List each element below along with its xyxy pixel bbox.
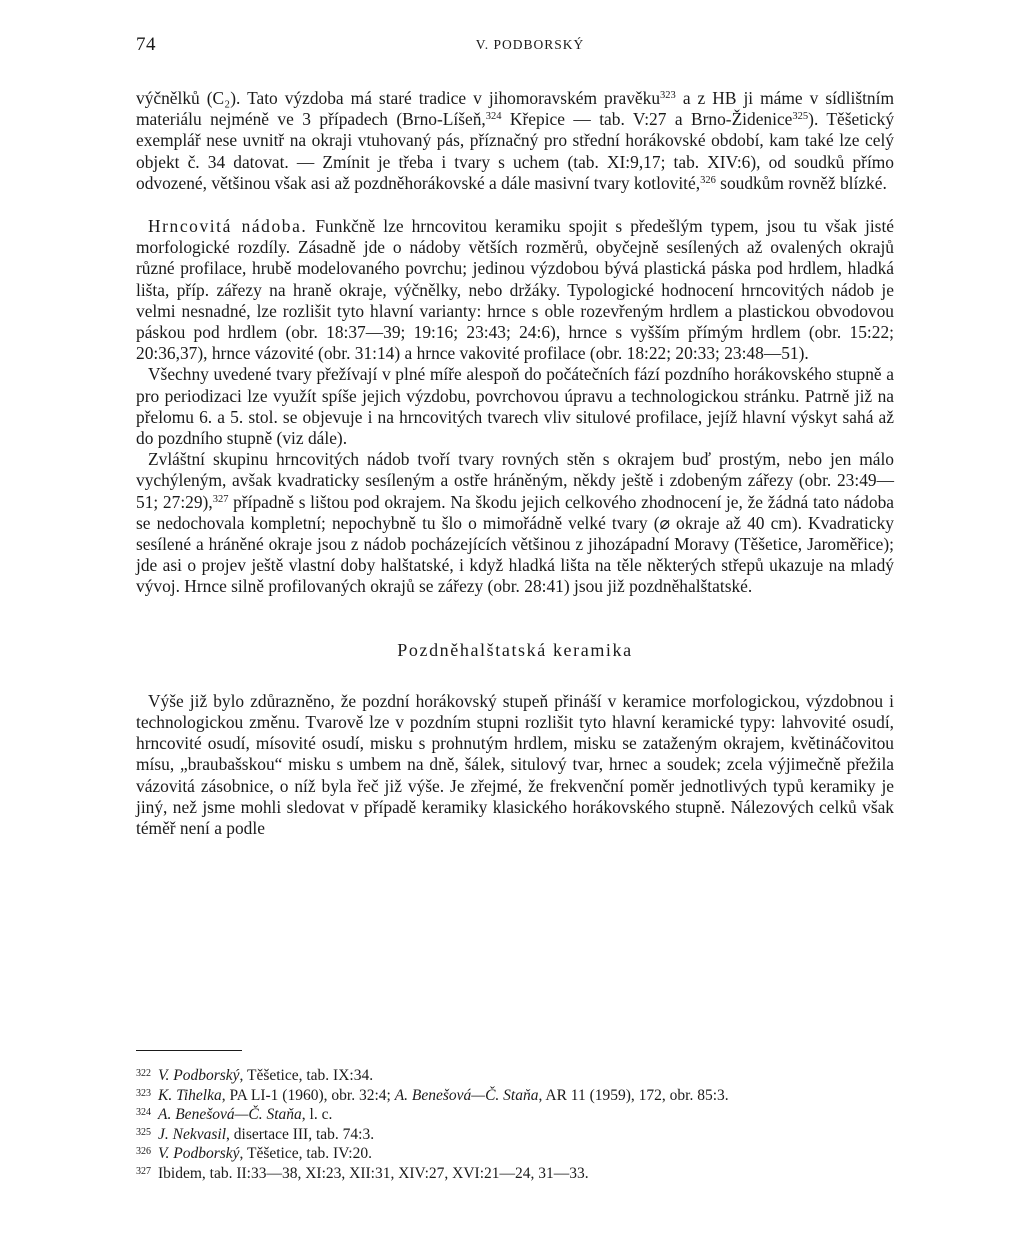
footnote-323 — [136, 1085, 894, 1105]
paragraph-3 — [136, 364, 894, 449]
footnote-ref: 323 — [660, 90, 676, 101]
footnote-text: Ibidem, tab. II:33—38, XI:23, XII:31, XIV:27, XVI:21—24, 31—33. — [158, 1164, 589, 1182]
footnote-number: 323 — [136, 1087, 151, 1099]
page — [136, 0, 894, 1235]
footnote-text: , disertace III, tab. 74:3. — [226, 1125, 375, 1143]
footnote-number: 327 — [136, 1165, 151, 1177]
footnote-ref: 325 — [792, 111, 809, 123]
footnote-number: 326 — [136, 1146, 151, 1158]
footnote-322 — [136, 1065, 894, 1085]
text-run: Zvláštní skupinu hrncovitých nádob tvoří tvary rovných stěn s okrajem buď prostým, nebo jen málo vychýleným, avšak kvadraticky sesíleným a ostře hráněným, někdy ještě i zdobeným zářezy (obr. 23:49—51; 27:29), — [136, 449, 894, 512]
footnote-text: , Těšetice, tab. IV:20. — [239, 1145, 372, 1163]
footnote-ref: 327 — [212, 493, 229, 505]
footnote-text: , l. c. — [301, 1106, 333, 1124]
footnote-text: , PA LI-1 (1960), obr. 32:4; — [221, 1086, 395, 1104]
footnote-author: K. Tihelka — [158, 1086, 222, 1104]
footnote-327 — [136, 1163, 894, 1183]
footnote-text: , AR 11 (1959), 172, obr. 85:3. — [538, 1086, 729, 1104]
footnote-number: 325 — [136, 1126, 151, 1138]
footnote-325 — [136, 1124, 894, 1144]
footnote-number: 322 — [136, 1068, 151, 1079]
footnotes — [136, 1050, 894, 1183]
paragraph-4 — [136, 449, 894, 597]
text-run: Všechny uvedené tvary přežívají v plné míře alespoň do počátečních fází pozdního horákovského stupně a pro periodizaci lze využít spíše jejich výzdobu, povrchovou úpravu a technologickou stránku. Patrně již na přelomu 6. a 5. stol. se objevuje i na hrncovitých tvarech vliv situlové profilace, jejíž hlavní výskyt sahá až do pozdního stupně (viz dále). — [136, 364, 894, 449]
footnote-324 — [136, 1104, 894, 1124]
text-run: ). Těšetický exemplář nese uvnitř na okraji vtuhovaný pás, příznačný pro střední horákovské období, kam také lze celý objekt č. 34 datovat. — Zmínit je třeba i tvary s uchem (tab. XI:9,17; tab. XIV:6), od soudků přímo odvozené, většinou však asi až pozdněhorákovské a dále masivní tvary kotlovité, — [136, 109, 895, 193]
running-head: V. PODBORSKÝ — [475, 37, 585, 52]
text-run: výčnělků (C₂). Tato výzdoba má staré tradice v jihomoravském pravěku — [136, 88, 661, 108]
footnote-rule — [136, 1050, 242, 1051]
paragraph-2 — [136, 216, 894, 364]
footnote-ref: 326 — [700, 174, 716, 186]
main-text — [136, 88, 894, 839]
footnote-author: V. Podborský — [158, 1067, 240, 1084]
paragraph-1 — [136, 88, 894, 194]
footnote-text: , Těšetice, tab. IX:34. — [239, 1067, 374, 1084]
text-run: Funkčně lze hrncovitou keramiku spojit s předešlým typem, jsou tu však jisté morfologické rozdíly. Zásadně jde o nádoby větších rozměrů, obyčejně sesílených až ovalených okrajů různé profilace, hrubě modelovaného povrchu; jedinou výzdobou bývá plastická páska pod hrdlem, hladká lišta, příp. zářezy na hraně okraje, výčnělky, nebo držáky. Typologické hodnocení hrncovitých nádob je velmi nesnadné, lze rozlišit tyto hlavní varianty: hrnce s oble rozevřeným hrdlem a plastickou obvodovou páskou pod hrdlem (obr. 18:37—39; 19:16; 23:43; 24:6), hrnce s vyšším přímým hrdlem (obr. 15:22; 20:36,37), hrnce vázovité (obr. 31:14) a hrnce vakovité profilace (obr. 18:22; 20:33; 23:48—51). — [136, 216, 894, 364]
footnote-author: J. Nekvasil — [158, 1125, 227, 1143]
section-title: Pozdněhalštatská keramika — [397, 639, 633, 660]
footnote-author: A. Benešová—Č. Staňa — [158, 1106, 302, 1124]
footnote-326 — [136, 1143, 894, 1163]
page-number: 74 — [136, 34, 156, 55]
text-run: a z HB ji máme v sídlištním materiálu nejméně ve 3 případech (Brno-Líšeň, — [136, 88, 894, 130]
text-run: soudkům rovněž blízké. — [715, 172, 887, 193]
paragraph-lead: Hrncovitá nádoba. — [148, 216, 308, 237]
footnote-ref: 324 — [485, 111, 502, 123]
text-run: Výše již bylo zdůrazněno, že pozdní horákovský stupeň přináší v keramice morfologickou, výzdobnou i technologickou změnu. Tvarově lze v pozdním stupni rozlišit tyto hlavní keramické typy: lahvovité osudí, hrncovité osudí, mísovité osudí, misku s prohnutým hrdlem, misku se zataženým okrajem, květináčovitou mísu, „braubašskou“ misku s umbem na dně, šálek, situlový tvar, hrnec a soudek; zcela výjimečně přežila vázovitá zásobnice, o níž byla řeč již výše. Je zřejmé, že frekvenční poměr jednotlivých typů keramiky je jiný, než jsme mohli sledovat v případě keramiky klasického horákovského stupně. Nálezových celků však téměř není a podle — [136, 690, 894, 839]
footnote-author: V. Podborský — [158, 1145, 240, 1163]
page-header — [136, 34, 894, 58]
text-run: Křepice — tab. V:27 a Brno-Židenice — [501, 109, 793, 130]
footnote-author: A. Benešová—Č. Staňa — [394, 1086, 539, 1104]
paragraph-5 — [136, 691, 894, 839]
text-run: případně s lištou pod okrajem. Na škodu jejich celkového zhodnocení je, že žádná tato nádoba se nedochovala kompletní; nepochybně tu šlo o mimořádně velké tvary (⌀ okraje až 40 cm). Kvadraticky sesílené a hráněné okraje jsou z nádob pocházejících většinou z jihozápadní Moravy (Těšetice, Jaroměřice); jde asi o projev ještě vlastní doby halštatské, i když hladká lišta na těle některých střepů ukazuje na mladý vývoj. Hrnce silně profilovaných okrajů se zářezy (obr. 28:41) jsou již pozdněhalštatské. — [136, 491, 894, 597]
footnote-number: 324 — [136, 1107, 151, 1119]
